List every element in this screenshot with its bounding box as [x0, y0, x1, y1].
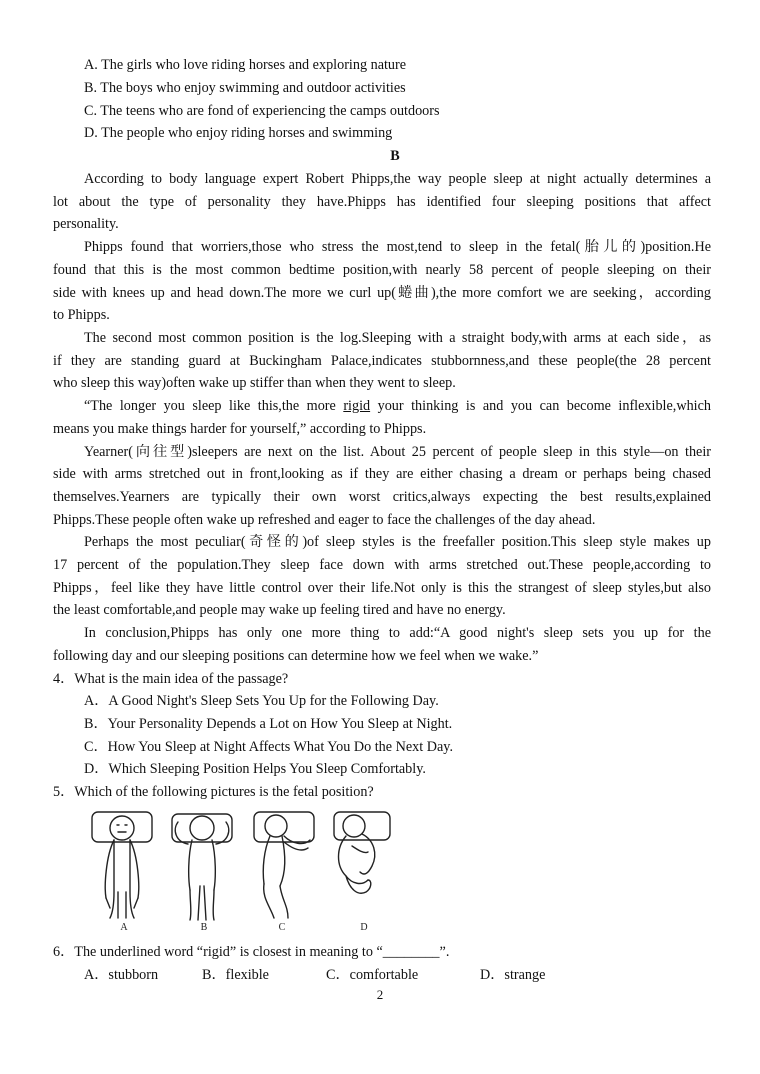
- figure-c-yearner-position: [254, 812, 314, 918]
- passage-text: “The longer you sleep like this,the more: [84, 398, 344, 414]
- passage-line: to Phipps.: [53, 307, 110, 323]
- question-4-option-d: D．Which Sleeping Position Helps You Sleep Comfortably.: [84, 761, 426, 777]
- passage-line: found that this is the most common bedtime position,with nearly 58 percent of people sleeping on their: [53, 262, 711, 278]
- passage-line: Yearner(向往型)sleepers are next on the list. About 25 percent of people sleep in this style—on their: [84, 444, 711, 460]
- passage-line: if they are standing guard at Buckingham Palace,indicates stubbornness,and these people(the 28 percent: [53, 353, 711, 369]
- passage-line: means you make things harder for yourself,” according to Phipps.: [53, 421, 427, 437]
- sleeping-positions-figure: [88, 806, 398, 934]
- passage-line: personality.: [53, 216, 119, 232]
- figure-b-arms-up-position: [172, 814, 232, 920]
- passage-line: themselves.Yearners are typically their own worst critics,always expecting the best results,explained: [53, 489, 711, 505]
- passage-line: Phipps.These people often wake up refreshed and eager to face the challenges of the day ahead.: [53, 512, 596, 528]
- passage-line: Perhaps the most peculiar(奇怪的)of sleep styles is the freefaller position.This sleep style makes up: [84, 534, 711, 550]
- figure-a-log-position: [92, 812, 152, 918]
- passage-line: Phipps，feel like they have little control over their life.Not only is this the strangest of sleep styles,but also: [53, 580, 711, 596]
- figure-label-b: B: [200, 922, 208, 933]
- question-5-stem: 5．Which of the following pictures is the fetal position?: [53, 784, 374, 800]
- section-label: B: [390, 148, 400, 164]
- question-6-option-b: B．flexible: [202, 967, 269, 983]
- passage-text: your thinking is and you can become inflexible,which: [370, 398, 711, 414]
- figure-label-c: C: [278, 922, 286, 933]
- page-number: 2: [376, 987, 384, 1002]
- underlined-word-rigid: rigid: [343, 398, 371, 414]
- passage-line-rigid: [84, 395, 711, 418]
- question-4-option-c: C．How You Sleep at Night Affects What You Do the Next Day.: [84, 739, 453, 755]
- question-6-option-c: C．comfortable: [326, 967, 419, 983]
- question-4-stem: 4．What is the main idea of the passage?: [53, 671, 289, 687]
- passage-line: According to body language expert Robert Phipps,the way people sleep at night actually determines a: [84, 171, 711, 187]
- passage-line: Phipps found that worriers,those who stress the most,tend to sleep in the fetal(胎儿的)position.He: [84, 239, 711, 255]
- question-6-stem: 6．The underlined word “rigid” is closest in meaning to “________”.: [53, 944, 450, 960]
- figure-label-d: D: [360, 922, 368, 933]
- passage-line: 17 percent of the population.They sleep face down with arms stretched out.These people,according to: [53, 557, 711, 573]
- passage-line: lot about the type of personality they have.Phipps has identified four sleeping positions that affect: [53, 194, 711, 210]
- question-4-option-a: A．A Good Night's Sleep Sets You Up for the Following Day.: [84, 693, 439, 709]
- prev-question-option-b: B. The boys who enjoy swimming and outdoor activities: [84, 80, 406, 96]
- question-6-option-a: A．stubborn: [84, 967, 159, 983]
- prev-question-option-a: A. The girls who love riding horses and exploring nature: [84, 57, 407, 73]
- passage-line: side with knees up and head down.The more we curl up(蜷曲),the more comfort we are seeking，according: [53, 285, 711, 301]
- prev-question-option-c: C. The teens who are fond of experiencing the camps outdoors: [84, 103, 440, 119]
- passage-line: In conclusion,Phipps has only one more thing to add:“A good night's sleep sets you up for the: [84, 625, 711, 641]
- passage-line: following day and our sleeping positions can determine how we feel when we wake.”: [53, 648, 539, 664]
- question-4-option-b: B．Your Personality Depends a Lot on How You Sleep at Night.: [84, 716, 453, 732]
- figure-label-a: A: [120, 922, 128, 933]
- passage-line: side with arms stretched out in front,looking as if they are either chasing a dream or perhaps being chased: [53, 466, 711, 482]
- passage-line: The second most common position is the log.Sleeping with a straight body,with arms at each side，as: [84, 330, 711, 346]
- question-6-option-d: D．strange: [480, 967, 546, 983]
- passage-line: who sleep this way)often wake up stiffer than when they went to sleep.: [53, 375, 456, 391]
- passage-line: the least comfortable,and people may wake up feeling tired and have no energy.: [53, 602, 506, 618]
- prev-question-option-d: D. The people who enjoy riding horses and swimming: [84, 125, 393, 141]
- figure-d-fetal-position: [334, 812, 390, 893]
